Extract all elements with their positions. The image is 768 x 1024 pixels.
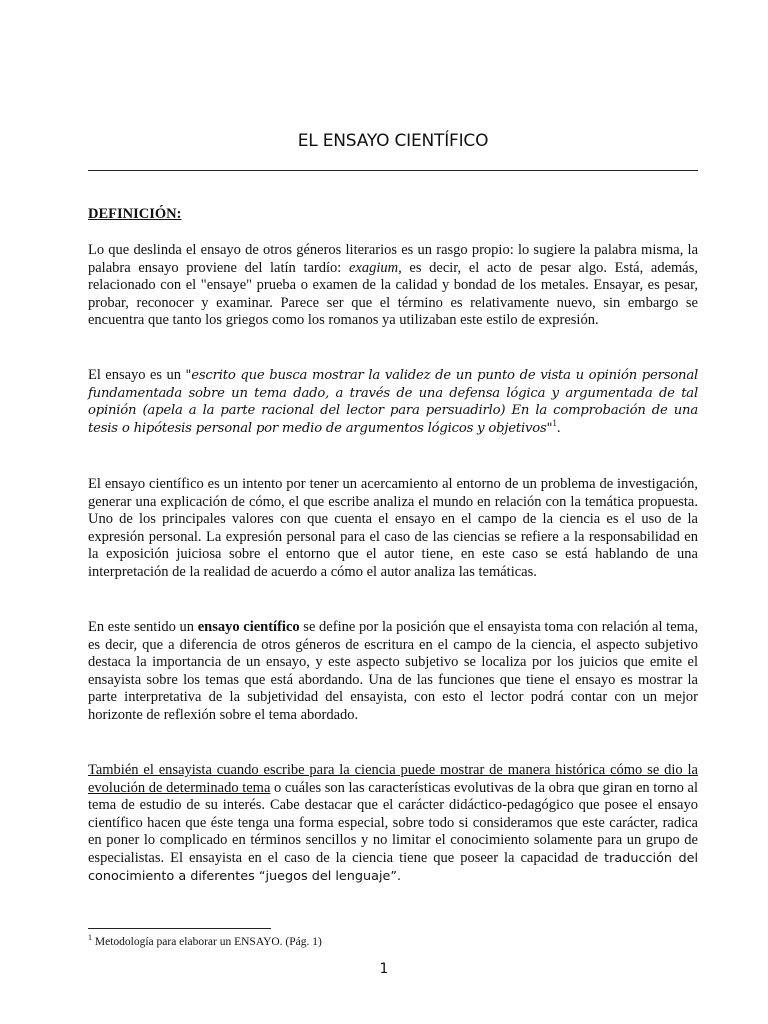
paragraph-4-lead: En este sentido un: [88, 619, 198, 635]
paragraph-5-rest: o cuáles son las características evolutivas de la obra que giran en torno al tema de estudio de su interés. Cabe destacar que el carácter didáctico-pedagógico que posee el ensayo científico hacen que éste tenga una forma especial, sobre todo si consideramos que este carácter, radica en poner lo complicado en términos sencillos y no limitar el conocimiento solamente para un grupo de especialistas. El ensayista en el caso de la ciencia tiene que poseer la capacidad de: [88, 779, 699, 866]
paragraph-2-end: .: [556, 419, 561, 436]
section-heading: DEFINICIÓN:: [88, 206, 182, 222]
footnote-text: Metodología para elaborar un ENSAYO. (Pág. 1): [92, 936, 322, 948]
footnote: [88, 935, 322, 949]
title-divider: [88, 170, 698, 171]
paragraph-2-lead: El ensayo es un: [88, 367, 186, 383]
paragraph-5-tail: traducción del conocimiento a diferentes “juegos del lenguaje”.: [88, 850, 698, 884]
footnote-mark: 1: [88, 933, 92, 943]
page-number: 1: [379, 961, 389, 977]
quoted-definition: "escrito que busca mostrar la validez de un punto de vista u opinión personal fundamentada sobre un tema dado, a través de una defensa lógica y argumentada de tal opinión (apela a la parte racional del lector para persuadirlo) En la comprobación de una tesis o hipótesis personal por medio de argumentos lógicos y objetivos": [88, 368, 699, 436]
paragraph-1-rest: es decir, el acto de pesar algo. Está, además, relacionado con el "ensaye" prueba o examen de la calidad y bondad de los metales. Ensayar, es pesar, probar, reconocer y examinar. Parece ser que el término es relativamente nuevo, sin embargo se encuentra que tanto los griegos como los romanos ya utilizaban este estilo de expresión.: [88, 259, 698, 329]
paragraph-historical: [88, 762, 698, 885]
paragraph-subjective-aspect: [88, 619, 698, 725]
paragraph-definition: [88, 242, 698, 330]
paragraph-scientific-essay: El ensayo científico es un intento por tener un acercamiento al entorno de un problema de investigación, generar una explicación de cómo, el que escribe analiza el mundo en relación con la temática propuesta. Uno de los principales valores con que cuenta el ensayo en el campo de la ciencia es el uso de la expresión personal. La expresión personal para el caso de las ciencias se refiere a la responsabilidad en la exposición juiciosa sobre el entorno que el autor tiene, en este caso se está hablando de una interpretación de la realidad de acuerdo a cómo el autor analiza las temáticas.: [88, 476, 698, 580]
paragraph-1-text: Lo que deslinda el ensayo de otros géneros literarios es un rasgo propio: lo sugiere la palabra misma, la palabra ensayo proviene del latín tardío:: [88, 242, 698, 276]
latin-term: exagium,: [348, 259, 402, 276]
paragraph-quote: [88, 367, 698, 437]
footnote-divider: [88, 928, 271, 929]
underlined-sentence: También el ensayista cuando escribe para la ciencia puede mostrar de manera histórica cómo se dio la evolución de determinado tema: [88, 762, 698, 796]
paragraph-4-rest: se define por la posición que el ensayista toma con relación al tema, es decir, que a diferencia de otros géneros de escritura en el campo de la ciencia, el aspecto subjetivo destaca la importancia de un ensayo, y este aspecto subjetivo se localiza por los juicios que emite el ensayista sobre los temas que está abordando. Una de las funciones que tiene el ensayo es mostrar la parte interpretativa de la subjetividad del ensayista, con esto el lector podrá contar con un mejor horizonte de reflexión sobre el tema abordado.: [88, 619, 698, 723]
footnote-reference[interactable]: 1: [552, 417, 557, 428]
bold-term: ensayo científico: [197, 619, 300, 635]
document-title: EL ENSAYO CIENTÍFICO: [297, 131, 489, 151]
